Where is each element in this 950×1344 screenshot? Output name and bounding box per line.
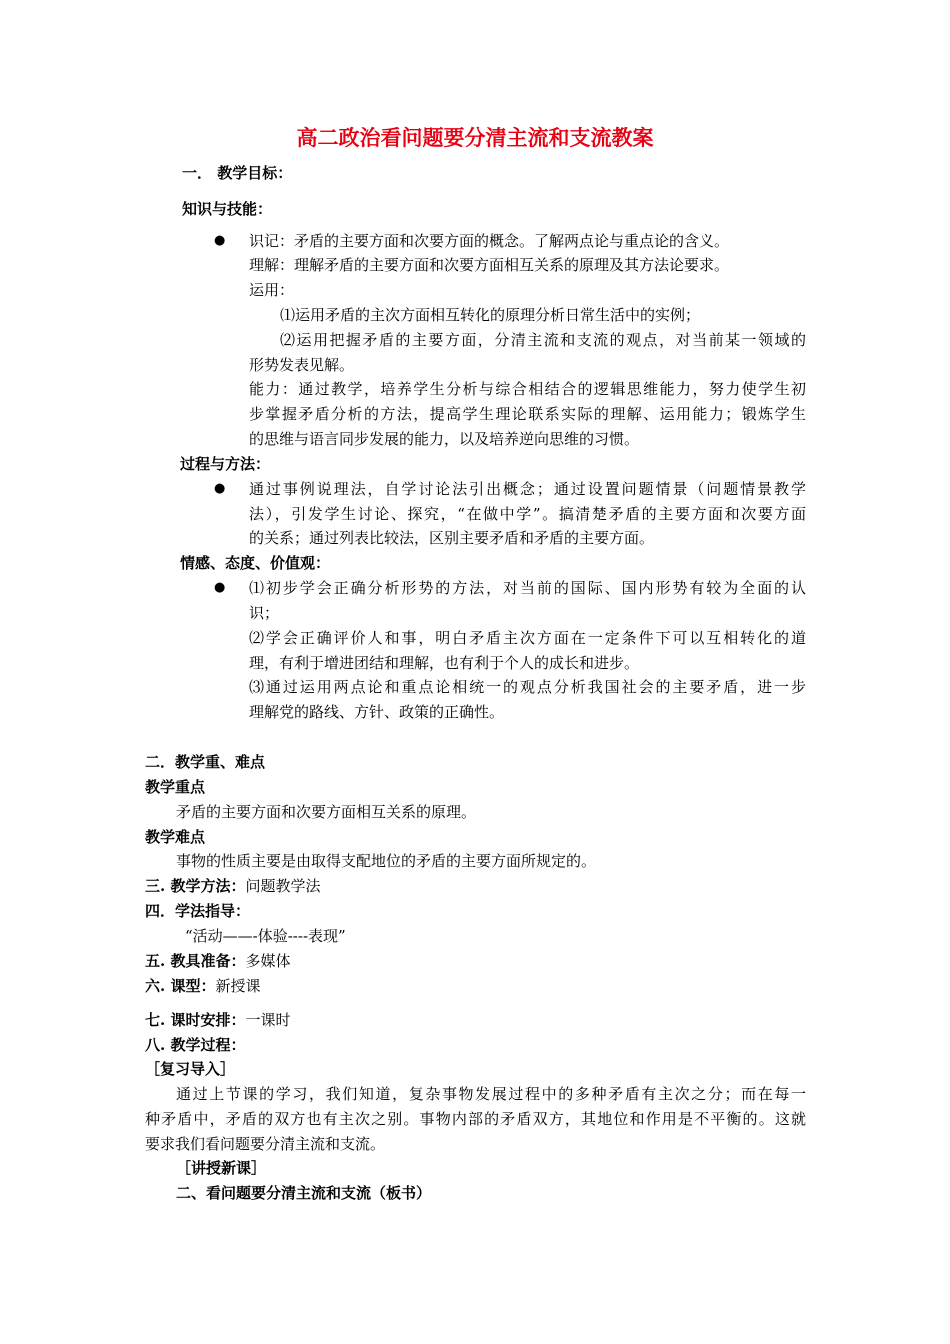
emotion-line-3: ⑵学会正确评价人和事，明白矛盾主次方面在一定条件下可以互相转化的道 (249, 629, 806, 647)
knowledge-line-8: 步掌握矛盾分析的方法，提高学生理论联系实际的理解、运用能力；锻炼学生 (249, 405, 806, 423)
process-line-3: 的关系；通过列表比较法，区别主要矛盾和矛盾的主要方面。 (249, 529, 655, 547)
knowledge-line-5: ⑵运用把握矛盾的主要方面，分清主流和支流的观点，对当前某一领域的 (280, 331, 806, 349)
bullet-icon: ● (214, 481, 226, 496)
class-hours-label: 七. 课时安排： (145, 1011, 246, 1029)
knowledge-line-3: 运用： (249, 281, 295, 299)
teaching-process-heading: 八. 教学过程： (145, 1036, 246, 1054)
lesson-type-label: 六. 课型： (145, 977, 216, 995)
learning-guide-heading: 四．学法指导： (145, 902, 251, 920)
board-heading: 二、看问题要分清主流和支流（板书） (176, 1184, 432, 1202)
difficulty-heading: 教学难点 (145, 828, 206, 846)
bullet-icon: ● (214, 580, 226, 595)
process-line-1: 通过事例说理法，自学讨论法引出概念；通过设置问题情景（问题情景教学 (249, 480, 806, 498)
knowledge-line-4: ⑴运用矛盾的主次方面相互转化的原理分析日常生活中的实例； (280, 306, 701, 324)
teaching-method-value: 问题教学法 (245, 877, 321, 895)
difficulty-text: 事物的性质主要是由取得支配地位的矛盾的主要方面所规定的。 (176, 852, 597, 870)
section-2-heading: 二．教学重、难点 (145, 753, 266, 771)
review-line-3: 要求我们看问题要分清主流和支流。 (145, 1135, 386, 1153)
knowledge-line-9: 的思维与语言同步发展的能力，以及培养逆向思维的习惯。 (249, 430, 640, 448)
learning-guide-value: “活动——-体验----表现” (185, 927, 346, 945)
section-1-heading: 一． 教学目标： (182, 164, 293, 182)
teaching-aids-value: 多媒体 (245, 952, 291, 970)
process-line-2: 法），引发学生讨论、探究，“在做中学”。搞清楚矛盾的主要方面和次要方面 (249, 505, 806, 523)
emotion-line-6: 理解党的路线、方针、政策的正确性。 (249, 703, 505, 721)
review-line-2: 种矛盾中，矛盾的双方也有主次之别。事物内部的矛盾双方，其地位和作用是不平衡的。这就 (145, 1110, 806, 1128)
review-intro-heading: ［复习导入］ (145, 1060, 236, 1078)
key-point-heading: 教学重点 (145, 778, 206, 796)
new-lesson-heading: ［讲授新课］ (176, 1159, 267, 1177)
document-title: 高二政治看问题要分清主流和支流教案 (296, 125, 654, 150)
bullet-icon: ● (214, 233, 226, 248)
teaching-aids-row (145, 951, 290, 971)
process-methods-heading: 过程与方法： (180, 455, 271, 473)
emotion-line-5: ⑶通过运用两点论和重点论相统一的观点分析我国社会的主要矛盾，进一步 (249, 678, 806, 696)
emotion-line-1: ⑴初步学会正确分析形势的方法，对当前的国际、国内形势有较为全面的认 (249, 579, 806, 597)
lesson-type-value: 新授课 (215, 977, 261, 995)
lesson-type-row (145, 976, 260, 996)
class-hours-row (145, 1010, 290, 1030)
knowledge-line-1: 识记：矛盾的主要方面和次要方面的概念。了解两点论与重点论的含义。 (249, 232, 730, 250)
teaching-aids-label: 五. 教具准备： (145, 952, 246, 970)
review-line-1: 通过上节课的学习，我们知道，复杂事物发展过程中的多种矛盾有主次之分；而在每一 (176, 1085, 806, 1103)
emotion-line-2: 识； (249, 604, 280, 622)
knowledge-line-7: 能力：通过教学，培养学生分析与综合相结合的逻辑思维能力，努力使学生初 (249, 380, 806, 398)
knowledge-line-6: 形势发表见解。 (249, 356, 355, 374)
teaching-method-row (145, 876, 320, 896)
class-hours-value: 一课时 (245, 1011, 291, 1029)
teaching-method-label: 三. 教学方法： (145, 877, 246, 895)
emotion-values-heading: 情感、态度、价值观： (180, 554, 331, 572)
knowledge-skills-heading: 知识与技能： (182, 200, 273, 218)
key-point-text: 矛盾的主要方面和次要方面相互关系的原理。 (176, 803, 477, 821)
knowledge-line-2: 理解：理解矛盾的主要方面和次要方面相互关系的原理及其方法论要求。 (249, 256, 730, 274)
emotion-line-4: 理，有利于增进团结和理解，也有利于个人的成长和进步。 (249, 654, 640, 672)
